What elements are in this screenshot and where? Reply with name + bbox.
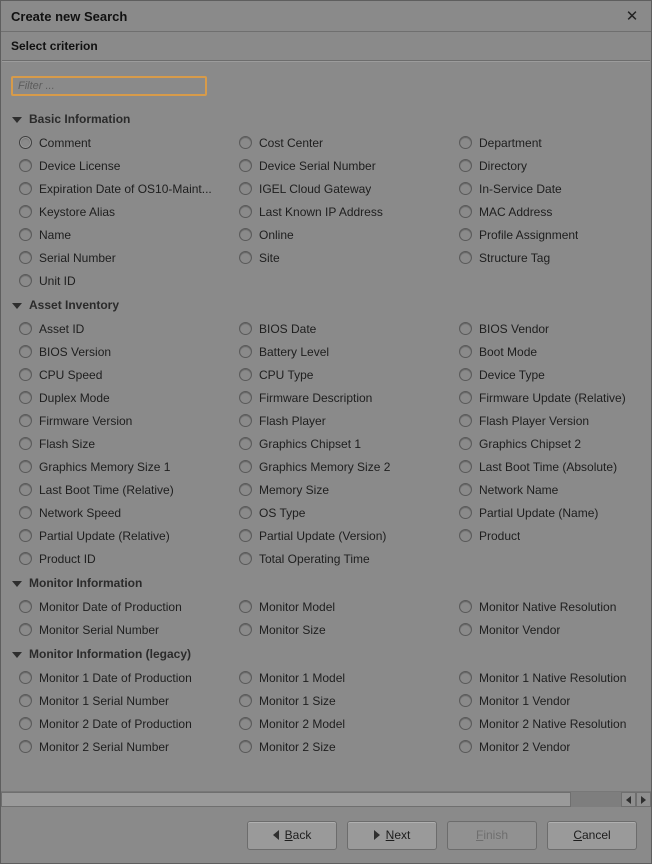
criterion-option-label: Flash Player xyxy=(259,413,326,428)
group-header[interactable] xyxy=(11,572,637,594)
radio-icon[interactable] xyxy=(459,345,472,358)
group-title: Monitor Information xyxy=(29,576,143,590)
criterion-option-label: Monitor Size xyxy=(259,622,326,637)
criterion-option-label: Monitor 1 Native Resolution xyxy=(479,670,627,685)
criterion-option-label: Last Known IP Address xyxy=(259,204,383,219)
filter-row xyxy=(1,62,651,106)
radio-icon[interactable] xyxy=(459,483,472,496)
criterion-option[interactable] xyxy=(11,478,231,501)
criterion-option-label: Comment xyxy=(39,135,92,150)
criterion-option[interactable] xyxy=(231,200,451,223)
radio-icon[interactable] xyxy=(239,414,252,427)
radio-icon[interactable] xyxy=(239,322,252,335)
radio-icon[interactable] xyxy=(239,228,252,241)
criterion-option-label: Device Serial Number xyxy=(259,158,376,173)
criterion-option-label: Partial Update (Version) xyxy=(259,528,387,543)
radio-icon[interactable] xyxy=(459,182,472,195)
radio-icon[interactable] xyxy=(239,437,252,450)
radio-icon[interactable] xyxy=(239,345,252,358)
criterion-option[interactable] xyxy=(451,317,637,340)
radio-icon[interactable] xyxy=(459,368,472,381)
criterion-option[interactable] xyxy=(11,246,231,269)
criterion-option[interactable] xyxy=(11,735,231,758)
radio-icon[interactable] xyxy=(459,391,472,404)
criterion-option[interactable] xyxy=(451,131,637,154)
criterion-option[interactable] xyxy=(451,735,637,758)
criterion-option-label: Directory xyxy=(479,158,528,173)
page-title: Select criterion xyxy=(11,39,98,53)
criterion-option-label: Graphics Memory Size 2 xyxy=(259,459,391,474)
criterion-option[interactable] xyxy=(451,200,637,223)
criterion-option[interactable] xyxy=(11,269,231,292)
chevron-left-icon xyxy=(273,830,279,840)
criterion-option[interactable] xyxy=(11,455,231,478)
criterion-option-label: Monitor Date of Production xyxy=(39,599,182,614)
criterion-option[interactable] xyxy=(11,200,231,223)
criterion-option-label: Serial Number xyxy=(39,250,116,265)
radio-icon[interactable] xyxy=(19,671,32,684)
criterion-option-label: Expiration Date of OS10-Maint... xyxy=(39,181,212,196)
radio-icon[interactable] xyxy=(239,368,252,381)
criterion-option-label: Monitor 1 Model xyxy=(259,670,346,685)
criterion-option-label: Keystore Alias xyxy=(39,204,116,219)
criterion-option-label: Network Name xyxy=(479,482,559,497)
group-header[interactable] xyxy=(11,294,637,316)
group-title: Monitor Information (legacy) xyxy=(29,647,191,661)
criterion-option[interactable] xyxy=(11,524,231,547)
criterion-option[interactable] xyxy=(231,618,451,641)
criterion-option-label: CPU Speed xyxy=(39,367,103,382)
criterion-option-label: Monitor 2 Serial Number xyxy=(39,739,170,754)
radio-icon[interactable] xyxy=(19,345,32,358)
criteria-options xyxy=(11,666,637,758)
criterion-option-label: Monitor Vendor xyxy=(479,622,561,637)
radio-icon[interactable] xyxy=(19,391,32,404)
criterion-option-label: Last Boot Time (Absolute) xyxy=(479,459,618,474)
criterion-option[interactable] xyxy=(451,524,637,547)
criterion-option-label: Graphics Chipset 1 xyxy=(259,436,362,451)
criterion-option-label: Site xyxy=(259,250,280,265)
radio-icon[interactable] xyxy=(19,322,32,335)
criterion-option-label: Boot Mode xyxy=(479,344,538,359)
criterion-option-label: MAC Address xyxy=(479,204,553,219)
criteria-options xyxy=(11,595,637,641)
radio-icon[interactable] xyxy=(459,322,472,335)
criterion-option[interactable] xyxy=(451,340,637,363)
radio-icon[interactable] xyxy=(239,600,252,613)
group-title: Basic Information xyxy=(29,112,131,126)
chevron-down-icon xyxy=(11,648,24,661)
radio-icon[interactable] xyxy=(19,740,32,753)
radio-icon[interactable] xyxy=(239,136,252,149)
group-header[interactable] xyxy=(11,108,637,130)
dialog-subheader xyxy=(1,32,651,60)
criterion-option-label: Monitor Native Resolution xyxy=(479,599,617,614)
cancel-button[interactable] xyxy=(547,821,637,850)
radio-icon[interactable] xyxy=(459,740,472,753)
criterion-option-label: Monitor 1 Size xyxy=(259,693,336,708)
criterion-option-label: Last Boot Time (Relative) xyxy=(39,482,174,497)
radio-icon[interactable] xyxy=(239,740,252,753)
criteria-options xyxy=(11,131,637,292)
criterion-option-label: Firmware Version xyxy=(39,413,133,428)
finish-button-label: Finish xyxy=(475,828,509,842)
criteria-options xyxy=(11,317,637,570)
criterion-option[interactable] xyxy=(451,363,637,386)
criterion-option-label: Unit ID xyxy=(39,273,76,288)
chevron-down-icon xyxy=(11,577,24,590)
radio-icon[interactable] xyxy=(19,600,32,613)
criterion-option[interactable] xyxy=(231,386,451,409)
radio-icon[interactable] xyxy=(19,414,32,427)
criterion-option[interactable] xyxy=(11,409,231,432)
criterion-option[interactable] xyxy=(451,409,637,432)
radio-icon[interactable] xyxy=(19,251,32,264)
criterion-option-label: Partial Update (Name) xyxy=(479,505,599,520)
criterion-option-label: BIOS Version xyxy=(39,344,112,359)
radio-icon[interactable] xyxy=(239,205,252,218)
radio-icon[interactable] xyxy=(459,600,472,613)
criterion-option[interactable] xyxy=(231,223,451,246)
criterion-option-label: Flash Size xyxy=(39,436,96,451)
criterion-option[interactable] xyxy=(231,478,451,501)
criterion-option[interactable] xyxy=(451,689,637,712)
radio-icon[interactable] xyxy=(19,717,32,730)
criterion-option-label: Total Operating Time xyxy=(259,551,370,566)
criterion-option[interactable] xyxy=(231,317,451,340)
criterion-option[interactable] xyxy=(11,223,231,246)
criterion-option[interactable] xyxy=(11,712,231,735)
criterion-option[interactable] xyxy=(11,666,231,689)
criterion-option[interactable] xyxy=(231,154,451,177)
radio-icon[interactable] xyxy=(19,274,32,287)
criterion-option[interactable] xyxy=(451,595,637,618)
radio-icon[interactable] xyxy=(239,506,252,519)
radio-icon[interactable] xyxy=(19,159,32,172)
horizontal-scrollbar[interactable] xyxy=(1,791,651,807)
criterion-option-label: Monitor 1 Date of Production xyxy=(39,670,192,685)
criterion-option[interactable] xyxy=(451,455,637,478)
criterion-option-label: Flash Player Version xyxy=(479,413,590,428)
radio-icon[interactable] xyxy=(239,529,252,542)
criterion-option[interactable] xyxy=(231,455,451,478)
group-title: Asset Inventory xyxy=(29,298,120,312)
radio-icon[interactable] xyxy=(239,251,252,264)
radio-icon[interactable] xyxy=(459,414,472,427)
criterion-option[interactable] xyxy=(231,501,451,524)
criterion-option-label: Graphics Chipset 2 xyxy=(479,436,582,451)
criterion-option-label: Firmware Update (Relative) xyxy=(479,390,626,405)
criterion-option-label: BIOS Date xyxy=(259,321,317,336)
radio-icon[interactable] xyxy=(239,391,252,404)
radio-icon[interactable] xyxy=(459,529,472,542)
criterion-option[interactable] xyxy=(11,317,231,340)
radio-icon[interactable] xyxy=(459,205,472,218)
criterion-option-label: Product xyxy=(479,528,521,543)
back-button[interactable] xyxy=(247,821,337,850)
criterion-option-label: Monitor 1 Vendor xyxy=(479,693,571,708)
criterion-option-label: Department xyxy=(479,135,542,150)
radio-icon[interactable] xyxy=(459,159,472,172)
title-bar xyxy=(1,1,651,32)
radio-icon[interactable] xyxy=(19,506,32,519)
criterion-option[interactable] xyxy=(451,246,637,269)
radio-icon[interactable] xyxy=(459,251,472,264)
radio-icon[interactable] xyxy=(19,529,32,542)
criterion-option-label: BIOS Vendor xyxy=(479,321,550,336)
next-button[interactable] xyxy=(347,821,437,850)
close-icon[interactable]: ✕ xyxy=(625,7,639,25)
criterion-option-label: Monitor 2 Date of Production xyxy=(39,716,192,731)
radio-icon[interactable] xyxy=(459,694,472,707)
radio-icon[interactable] xyxy=(459,460,472,473)
radio-icon[interactable] xyxy=(459,437,472,450)
criterion-option-label: OS Type xyxy=(259,505,306,520)
criterion-option[interactable] xyxy=(231,409,451,432)
radio-icon[interactable] xyxy=(19,437,32,450)
criterion-option[interactable] xyxy=(451,478,637,501)
radio-icon[interactable] xyxy=(239,671,252,684)
criterion-option[interactable] xyxy=(231,177,451,200)
criteria-groups xyxy=(1,108,651,762)
chevron-down-icon xyxy=(11,113,24,126)
criterion-option[interactable] xyxy=(11,340,231,363)
criterion-option[interactable] xyxy=(231,524,451,547)
criterion-option[interactable] xyxy=(231,246,451,269)
criterion-option-label: Asset ID xyxy=(39,321,85,336)
criterion-option-label: Monitor Model xyxy=(259,599,336,614)
criterion-option[interactable] xyxy=(231,712,451,735)
criterion-option-label: Duplex Mode xyxy=(39,390,110,405)
criterion-option-label: Firmware Description xyxy=(259,390,373,405)
radio-icon[interactable] xyxy=(239,623,252,636)
criterion-option[interactable] xyxy=(11,363,231,386)
radio-icon[interactable] xyxy=(459,506,472,519)
radio-icon[interactable] xyxy=(459,623,472,636)
criterion-option-label: Cost Center xyxy=(259,135,324,150)
finish-button xyxy=(447,821,537,850)
radio-icon[interactable] xyxy=(19,623,32,636)
radio-icon[interactable] xyxy=(239,483,252,496)
radio-icon[interactable] xyxy=(239,552,252,565)
criterion-option[interactable] xyxy=(11,595,231,618)
criterion-option[interactable] xyxy=(451,154,637,177)
criterion-option[interactable] xyxy=(451,501,637,524)
radio-icon[interactable] xyxy=(19,552,32,565)
criterion-option-label: Monitor 2 Vendor xyxy=(479,739,571,754)
criterion-option[interactable] xyxy=(231,595,451,618)
radio-icon[interactable] xyxy=(239,182,252,195)
radio-icon[interactable] xyxy=(19,228,32,241)
radio-icon[interactable] xyxy=(19,136,32,149)
radio-icon[interactable] xyxy=(239,159,252,172)
criterion-option[interactable] xyxy=(231,363,451,386)
criterion-option-label: Product ID xyxy=(39,551,96,566)
criterion-option-label: Network Speed xyxy=(39,505,122,520)
criterion-option[interactable] xyxy=(231,131,451,154)
criterion-option[interactable] xyxy=(11,131,231,154)
criterion-option[interactable] xyxy=(11,177,231,200)
criterion-option[interactable] xyxy=(451,666,637,689)
scroll-left-icon[interactable] xyxy=(621,792,636,807)
criterion-option[interactable] xyxy=(231,547,451,570)
radio-icon[interactable] xyxy=(19,694,32,707)
criterion-option[interactable] xyxy=(231,666,451,689)
criterion-option-label: Device License xyxy=(39,158,121,173)
criterion-option-label: CPU Type xyxy=(259,367,314,382)
criterion-option[interactable] xyxy=(451,386,637,409)
cancel-button-label: Cancel xyxy=(573,828,611,842)
criterion-option[interactable] xyxy=(451,618,637,641)
radio-icon[interactable] xyxy=(19,368,32,381)
criterion-option[interactable] xyxy=(11,618,231,641)
criterion-option[interactable] xyxy=(11,547,231,570)
criterion-option[interactable] xyxy=(451,432,637,455)
criterion-option-label: Partial Update (Relative) xyxy=(39,528,170,543)
criterion-option-label: Monitor Serial Number xyxy=(39,622,160,637)
radio-icon[interactable] xyxy=(19,205,32,218)
criterion-option[interactable] xyxy=(451,712,637,735)
next-button-label: Next xyxy=(385,828,411,842)
radio-icon[interactable] xyxy=(19,460,32,473)
criterion-option[interactable] xyxy=(231,735,451,758)
radio-icon[interactable] xyxy=(459,717,472,730)
scroll-right-icon[interactable] xyxy=(636,792,651,807)
criterion-option-label: Memory Size xyxy=(259,482,330,497)
radio-icon[interactable] xyxy=(19,182,32,195)
chevron-right-icon xyxy=(374,830,380,840)
dialog-footer xyxy=(1,807,651,863)
criterion-option[interactable] xyxy=(11,386,231,409)
criterion-option-label: Monitor 2 Native Resolution xyxy=(479,716,627,731)
criterion-option[interactable] xyxy=(451,177,637,200)
criterion-option-label: Profile Assignment xyxy=(479,227,579,242)
radio-icon[interactable] xyxy=(459,671,472,684)
criteria-scroll-area[interactable] xyxy=(1,106,651,791)
window-title: Create new Search xyxy=(11,8,128,24)
radio-icon[interactable] xyxy=(239,694,252,707)
criterion-option-label: IGEL Cloud Gateway xyxy=(259,181,372,196)
criterion-option[interactable] xyxy=(11,501,231,524)
radio-icon[interactable] xyxy=(239,717,252,730)
criterion-option-label: Device Type xyxy=(479,367,545,382)
criterion-option-label: Battery Level xyxy=(259,344,330,359)
criterion-option-label: Online xyxy=(259,227,294,242)
back-button-label: Back xyxy=(284,828,312,842)
filter-input[interactable] xyxy=(11,76,207,96)
criterion-option[interactable] xyxy=(231,432,451,455)
scrollbar-thumb[interactable] xyxy=(1,792,571,807)
criterion-option-label: Monitor 2 Size xyxy=(259,739,336,754)
criterion-option[interactable] xyxy=(231,340,451,363)
scrollbar-track[interactable] xyxy=(1,792,621,807)
criterion-option[interactable] xyxy=(231,689,451,712)
criterion-option-label: Graphics Memory Size 1 xyxy=(39,459,171,474)
criterion-option[interactable] xyxy=(11,432,231,455)
criterion-option-label: Name xyxy=(39,227,72,242)
criterion-option[interactable] xyxy=(11,154,231,177)
radio-icon[interactable] xyxy=(459,136,472,149)
criterion-option-label: Monitor 1 Serial Number xyxy=(39,693,170,708)
criterion-option[interactable] xyxy=(451,223,637,246)
group-header[interactable] xyxy=(11,643,637,665)
chevron-down-icon xyxy=(11,299,24,312)
criterion-option-label: In-Service Date xyxy=(479,181,562,196)
criterion-option-label: Monitor 2 Model xyxy=(259,716,346,731)
radio-icon[interactable] xyxy=(239,460,252,473)
criterion-option-label: Structure Tag xyxy=(479,250,551,265)
radio-icon[interactable] xyxy=(459,228,472,241)
criterion-option[interactable] xyxy=(11,689,231,712)
radio-icon[interactable] xyxy=(19,483,32,496)
